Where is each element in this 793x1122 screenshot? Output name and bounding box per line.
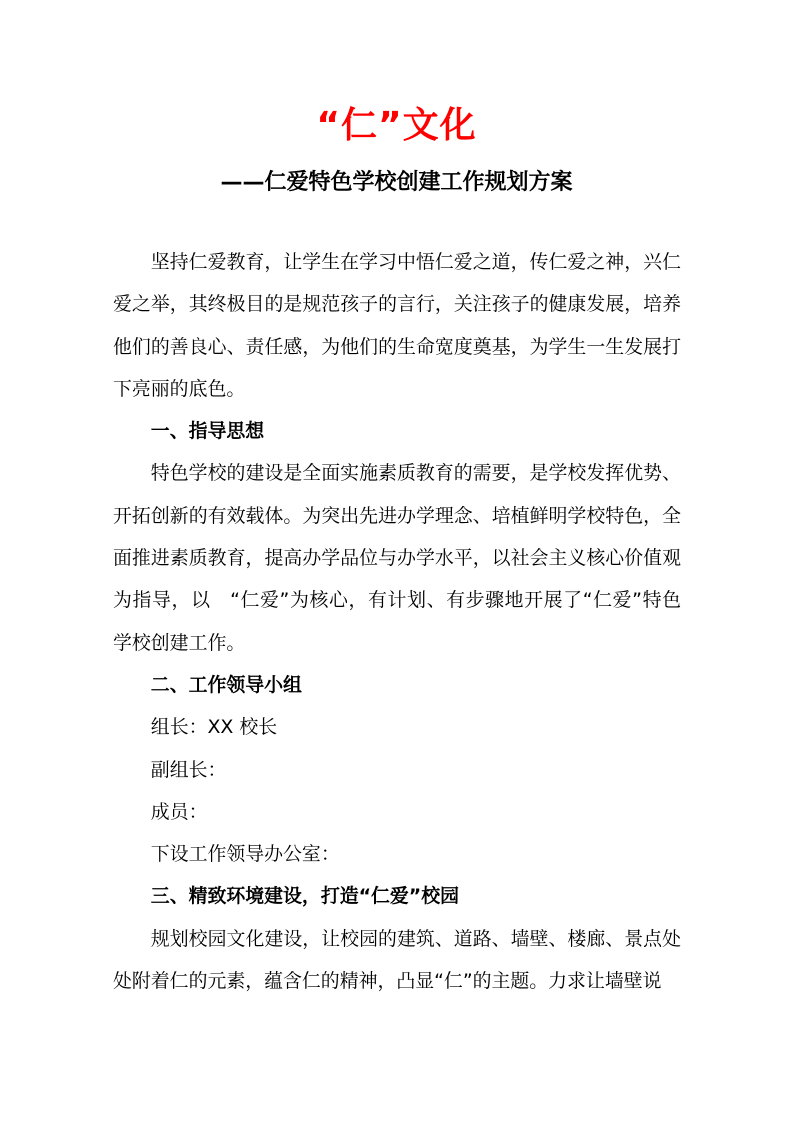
group-leader-line: 组长：XX 校长 bbox=[150, 716, 278, 739]
section-2-heading: 二、工作领导小组 bbox=[150, 673, 302, 696]
intro-paragraph: 坚持仁爱教育，让学生在学习中悟仁爱之道，传仁爱之神，兴仁爱之举，其终极目的是规范孩子的言行，关注孩子的健康发展，培养他们的善良心、责任感，为他们的生命宽度奠基，为学生一生发展打下亮丽的底色。 bbox=[113, 251, 681, 400]
deputy-leader-line: 副组长： bbox=[150, 758, 227, 781]
section-1-heading: 一、指导思想 bbox=[150, 420, 265, 443]
document-body bbox=[113, 241, 681, 1002]
office-line: 下设工作领导办公室： bbox=[150, 843, 340, 866]
document-subtitle: ——仁爱特色学校创建工作规划方案 bbox=[220, 170, 573, 195]
section-1-paragraph: 特色学校的建设是全面实施素质教育的需要，是学校发挥优势、开拓创新的有效载体。为突出先进办学理念、培植鲜明学校特色，全面推进素质教育，提高办学品位与办学水平，以社会主义核心价值观为指导，以 “仁爱”为核心，有计划、有步骤地开展了“仁爱”特色学校创建工作。 bbox=[113, 462, 681, 654]
section-3-heading: 三、精致环境建设，打造“仁爱”校园 bbox=[150, 885, 459, 908]
document-title: “仁”文化 bbox=[316, 105, 477, 146]
section-3-paragraph: 规划校园文化建设，让校园的建筑、道路、墙壁、楼廊、景点处处附着仁的元素，蕴含仁的精神，凸显“仁”的主题。力求让墙壁说 bbox=[113, 927, 681, 993]
members-line: 成员： bbox=[150, 800, 208, 823]
